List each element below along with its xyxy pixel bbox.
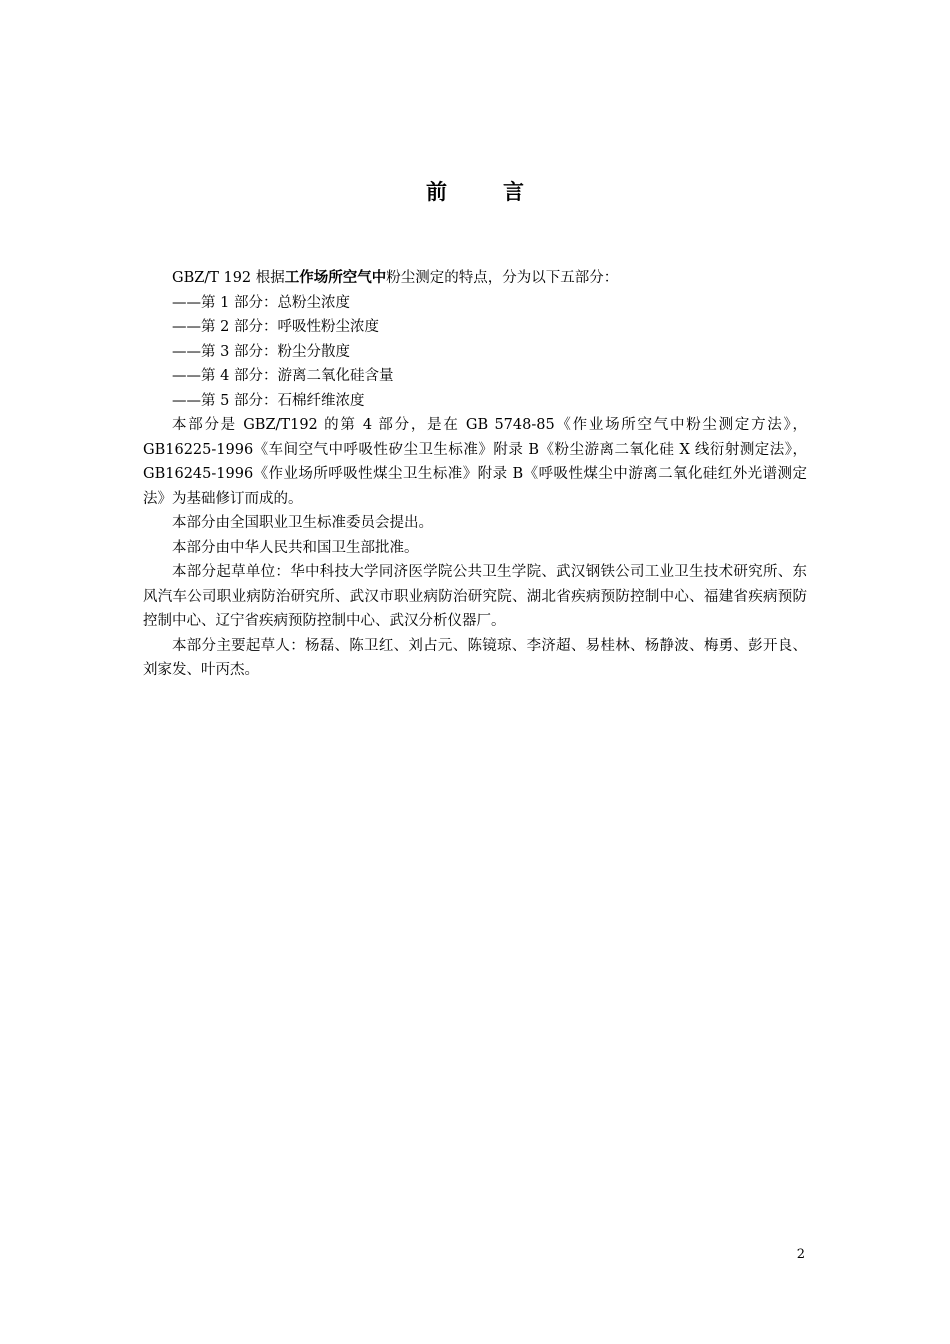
intro-paragraph — [143, 266, 807, 291]
intro-post: 粉尘测定的特点，分为以下五部分： — [386, 270, 619, 286]
title-char-qian: 前 — [426, 180, 447, 204]
intro-bold: 工作场所空气中 — [284, 270, 387, 286]
part-list-item: ——第 1 部分：总粉尘浓度 — [172, 294, 350, 311]
page-title — [0, 176, 950, 206]
drafting-units-paragraph: 本部分起草单位：华中科技大学同济医学院公共卫生学院、武汉钢铁公司工业卫生技术研究所、东风汽车公司职业病防治研究所、武汉市职业病防治研究院、湖北省疾病预防控制中心、福建省疾病预防控制中心、辽宁省疾病预防控制中心、武汉分析仪器厂。 — [143, 564, 807, 629]
proposed-paragraph: 本部分由全国职业卫生标准委员会提出。 — [172, 515, 433, 531]
approved-paragraph: 本部分由中华人民共和国卫生部批准。 — [172, 539, 419, 556]
basis-paragraph: 本部分是 GBZ/T192 的第 4 部分，是在 GB 5748-85《作业场所空气中粉尘测定方法》，GB16225-1996《车间空气中呼吸性矽尘卫生标准》附录 B《粉尘游离二氧化硅 X 线衍射测定法》，GB16245-1996《作业场所呼吸性煤尘卫生标准》附录 B《呼吸性煤尘中游离二氧化硅红外光谱测定法》为基础修订而成的。 — [143, 417, 807, 507]
intro-pre: GBZ/T 192 根据 — [172, 270, 285, 286]
foreword-body — [143, 266, 807, 683]
drafters-paragraph: 本部分主要起草人：杨磊、陈卫红、刘占元、陈镜琼、李济超、易桂林、杨静波、梅勇、彭开良、刘家发、叶丙杰。 — [143, 637, 807, 678]
title-char-yan: 言 — [503, 180, 524, 204]
page-number: 2 — [796, 1247, 805, 1262]
part-list-item: ——第 2 部分：呼吸性粉尘浓度 — [172, 319, 379, 335]
part-list-item: ——第 4 部分：游离二氧化硅含量 — [172, 368, 394, 384]
part-list-item: ——第 3 部分：粉尘分散度 — [172, 343, 350, 360]
part-list-item: ——第 5 部分：石棉纤维浓度 — [172, 392, 365, 409]
